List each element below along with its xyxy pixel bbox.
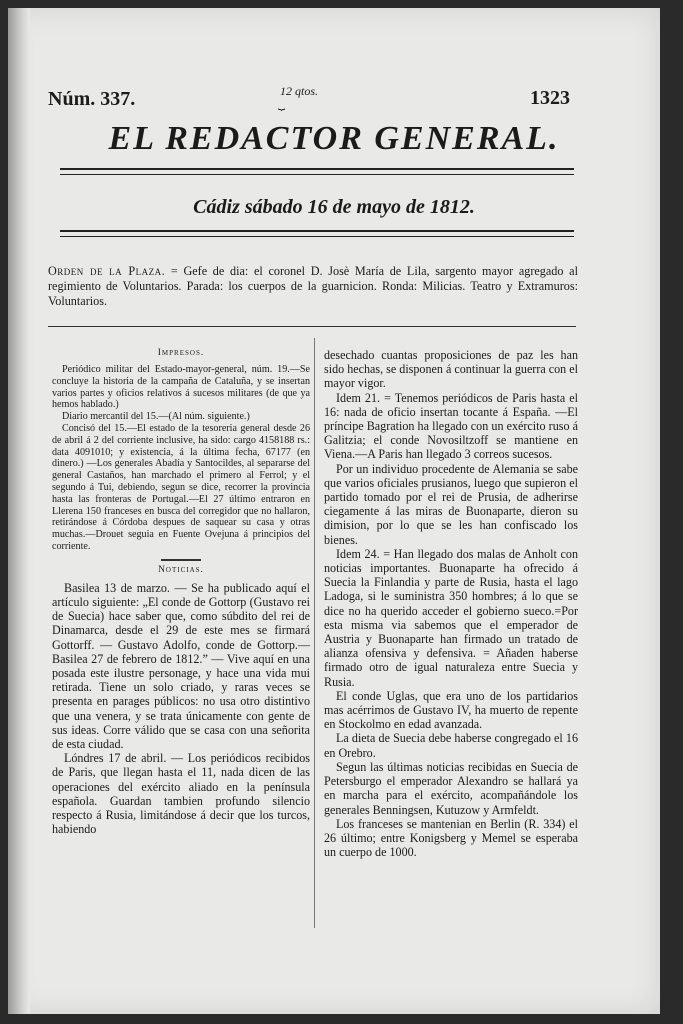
orden-text: = Gefe de dia: el coronel D. Josè María de Lila, sargento mayor agregado al regimiento de Voluntarios. Parada: los cuerpos de la guarnicion. Ronda: Milicias. Teatro y Extramuros: Voluntarios. [48,264,578,308]
column-divider [314,338,315,928]
noticias-paragraph: Idem 24. = Han llegado dos malas de Anholt con noticias importantes. Buonaparte ha ofrecido á Suecia la Finlandia y parte de Rusia, hasta el lago Ladoga, si le suministra 350 hombres; á lo que se dice no ha querido acceder el gobierno sueco.=Por esta misma via sabemos que el emperador de Austria y Buonaparte han firmado un tratado de alianza ofensiva y defensiva. = Añaden haberse firmado otro de igual naturaleza entre Suecia y Rusia. [324,546,578,689]
noticias-paragraph: El conde Uglas, que era uno de los partidarios mas acérrimos de Gustavo IV, ha muerto de repente en Stockolmo en edad avanzada. [324,688,578,732]
noticias-paragraph: Lóndres 17 de abril. — Los periódicos recibidos de Paris, que llegan hasta el 11, nada dicen de las operaciones del exército aliado en la península española. Guardan tambien profundo silencio respecto á Rusia, limitándose á decir que los turcos, habiendo [52,751,310,837]
price-brace-ornament: ⏟ [278,96,286,110]
impresos-paragraph: Concisó del 15.—El estado de la tesoreria general desde 26 de abril á 2 del corriente inclusive, ha sido: cargo 4158188 rs.: data 4091010; y existencia, á la última fecha, 67177 (en dinero.) —Los generales Abadía y Santocildes, al separarse del general Castaños, han marchado el primero al Ferrol; y el segundo á Tui, debiendo, segun se dice, recorrer la provincia hasta las fronteras de Portugal.—El 27 último entraron en Llerena 150 franceses en busca del corregidor que no hallaron, retirándose á Córdoba despues de saquear su casa y otras muchas.—Drouet seguia en Fuente Ovejuna á principios del corriente. [52,422,310,552]
masthead-rule-bottom [60,230,574,237]
impresos-body [52,364,310,553]
noticias-paragraph: Idem 21. = Tenemos periódicos de Paris hasta el 16: nada de oficio insertan tocante á España. —El príncipe Bagration ha llegado con un exército ruso á Galitzia; el conde Novosiltzoff se mantiene en Viena.—A Paris han llegado 3 correos sucesos. [324,390,578,462]
noticias-paragraph: Segun las últimas noticias recibidas en Suecia de Petersburgo el emperador Alexandro se hallará ya en marcha para el exército, acompañándole los generales Benningsen, Kutuzow y Armfeldt. [324,759,578,817]
ornament-dash [161,559,201,561]
masthead-title: EL REDACTOR GENERAL. [108,120,560,157]
noticias-heading: Noticias. [158,564,204,575]
noticias-paragraph: Basilea 13 de marzo. — Se ha publicado aquí el artículo siguiente: „El conde de Gottorp (Gustavo rei de Suecia) hace saber que, como súbdito del rei de Dinamarca, desde el 29 de este mes se firmará Gottorff. — Gustavo Adolfo, conde de Gottorp.—Basilea 27 de febrero de 1812.” — Vive aquí en una posada este ilustre personage, y hace una vida mui retirada. Tiene un solo criado, y raras veces se presenta en parages públicos: no usa otro distintivo que una venera, y se trata únicamente con gente de sus ideas. Corre válido que se casa con una señorita de esta ciudad. [52,580,310,751]
orden-de-la-plaza [48,264,578,309]
left-column [52,348,310,836]
price-label: 12 qtos. [280,84,319,98]
noticias-left-body [52,581,310,837]
impresos-paragraph: Diario mercantil del 15.—(Al núm. siguiente.) [62,411,250,423]
issue-number: Núm. 337. [48,88,136,110]
noticias-paragraph: La dieta de Suecia debe haberse congregado el 16 en Orebro. [324,731,578,760]
right-column [324,348,578,859]
orden-label: Orden de la Plaza. [48,264,166,278]
impresos-paragraph: Periódico militar del Estado-mayor-general, núm. 19.—Se concluye la historia de la campaña de Cataluña, y se insertan varios partes y oficios relativos á sucesos militares (de que ya hemos hablado.) [52,364,310,411]
impresos-heading: Impresos. [157,348,205,358]
noticias-paragraph: Los franceses se mantenian en Berlin (R. 334) el 26 último; entre Konigsberg y Memel se esperaba un cuerpo de 1000. [324,816,578,860]
dateline: Cádiz sábado 16 de mayo de 1812. [193,196,475,218]
section-rule [48,326,576,327]
masthead-rule-top [60,168,574,175]
noticias-paragraph: desechado cuantas proposiciones de paz les han sido hechas, se disponen á continuar la guerra con el mayor vigor. [324,348,578,391]
page-number: 1323 [530,87,570,109]
page-spine-shadow [8,8,30,1014]
newspaper-page [8,8,660,1014]
noticias-paragraph: Por un individuo procedente de Alemania se sabe que varios oficiales prusianos, luego que supieron el partido tomado por el rei de Prusia, de adherirse ciegamente á las miras de Buonaparte, dieron su dimision, por lo que se les han confiscado los bienes. [324,461,578,547]
